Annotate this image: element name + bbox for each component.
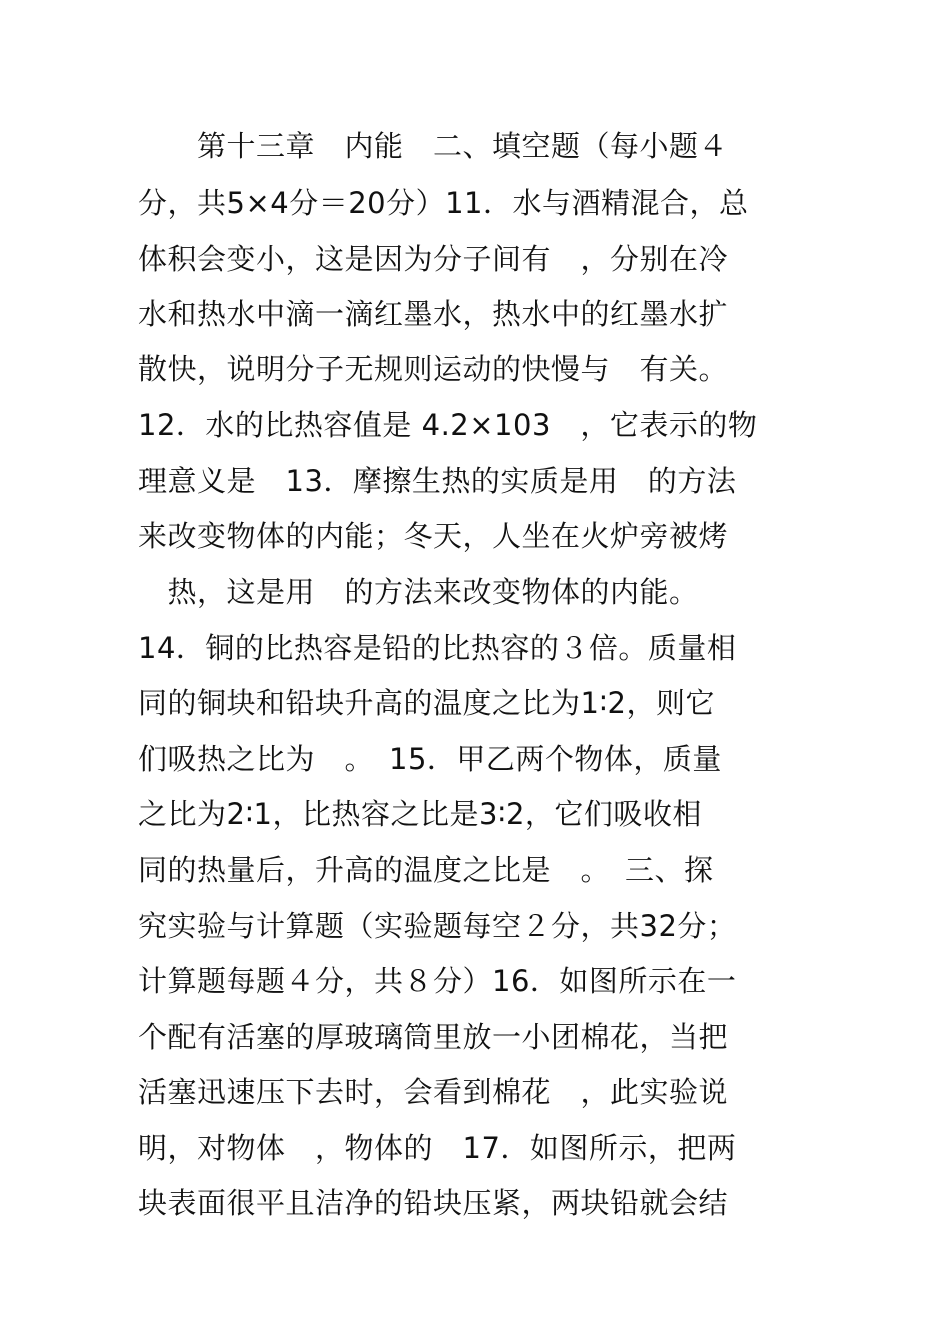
text-line: 们吸热之比为 。 15．甲乙两个物体，质量 (138, 742, 722, 776)
text-line: 水和热水中滴一滴红墨水，热水中的红墨水扩 (138, 297, 729, 331)
text-line: 究实验与计算题（实验题每空２分，共32分； (138, 909, 737, 943)
text-line: 热，这是用 的方法来改变物体的内能。 (138, 575, 699, 609)
text-line: 14．铜的比热容是铅的比热容的３倍。质量相 (138, 631, 737, 665)
text-line: 之比为2∶1，比热容之比是3∶2，它们吸收相 (138, 797, 702, 831)
text-line: 体积会变小，这是因为分子间有 ，分别在冷 (138, 242, 729, 276)
text-line: 同的热量后，升高的温度之比是 。 三、探 (138, 853, 714, 887)
text-line: 块表面很平且洁净的铅块压紧，两块铅就会结 (138, 1186, 729, 1220)
text-line: 散快，说明分子无规则运动的快慢与 有关。 (138, 352, 729, 386)
text-line: 计算题每题４分，共８分）16．如图所示在一 (138, 964, 737, 998)
text-line: 理意义是 13．摩擦生热的实质是用 的方法 (138, 464, 737, 498)
text-line: 明，对物体 ，物体的 17．如图所示，把两 (138, 1131, 737, 1165)
text-line: 同的铜块和铅块升高的温度之比为1∶2，则它 (138, 686, 715, 720)
text-line: 活塞迅速压下去时，会看到棉花 ，此实验说 (138, 1075, 729, 1109)
text-line: 第十三章 内能 二、填空题（每小题４ (138, 129, 729, 163)
text-line: 来改变物体的内能；冬天，人坐在火炉旁被烤 (138, 519, 729, 553)
text-line: 分，共5×4分＝20分）11．水与酒精混合，总 (138, 186, 749, 220)
text-line: 个配有活塞的厚玻璃筒里放一小团棉花，当把 (138, 1020, 729, 1054)
text-line: 12．水的比热容值是 4.2×103 ，它表示的物 (138, 408, 758, 442)
